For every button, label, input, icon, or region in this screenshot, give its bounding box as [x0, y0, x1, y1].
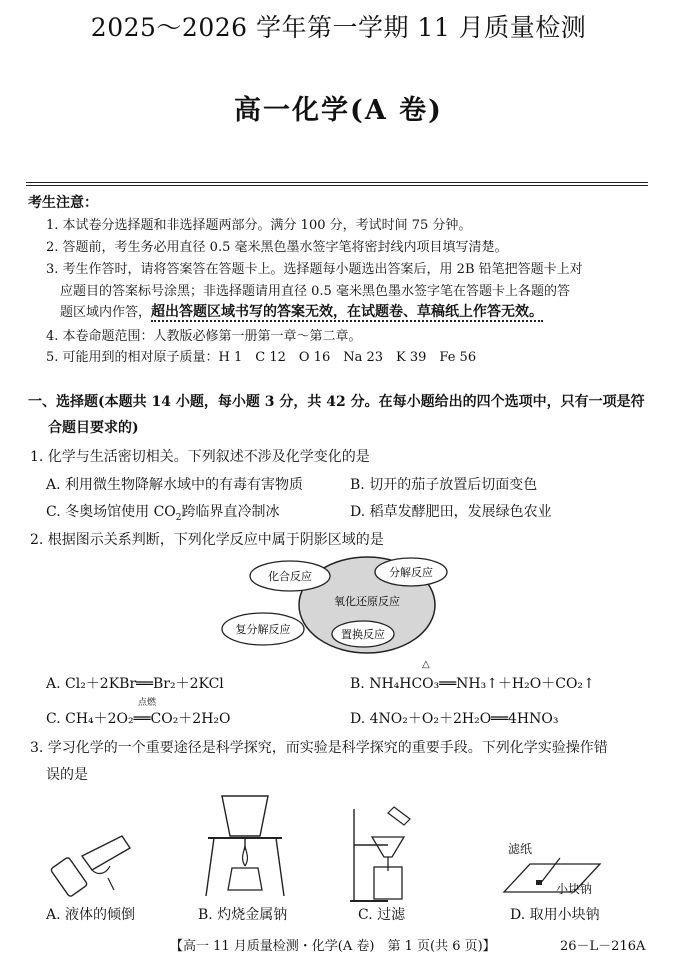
q2-option-a: A. Cl₂＋2KBr══Br₂＋2KCl	[46, 676, 224, 692]
q1-option-c-pre: C. 冬奥场馆使用 CO	[46, 504, 176, 520]
hand-outline	[92, 866, 110, 873]
reagent-bottle	[82, 836, 130, 870]
q2-option-d: D. 4NO₂＋O₂＋2H₂O══4HNO₃	[350, 711, 559, 727]
divider-bottom	[26, 185, 648, 186]
q3-option-a: A. 液体的倾倒	[46, 907, 136, 923]
divider-top	[26, 182, 648, 183]
sodium-piece	[536, 880, 542, 885]
notice-heading: 考生注意：	[28, 195, 98, 211]
notice-item-2: 2. 答题前，考生务必用直径 0.5 毫米黑色墨水签字笔将密封线内项目填写清楚。	[46, 240, 508, 255]
q3-option-d: D. 取用小块钠	[510, 907, 600, 923]
section-heading-cont: 合题目要求的)	[48, 420, 139, 436]
notice-item-3-cont: 应题目的答案标号涂黑；非选择题请用直径 0.5 毫米黑色墨水签字笔在答题卡上各题的答	[60, 284, 570, 299]
notice-emphasis: 超出答题区域书写的答案无效，在试题卷、草稿纸上作答无效。	[151, 304, 544, 320]
q3-option-b: B. 灼烧金属钠	[198, 907, 288, 923]
notice-item-4: 4. 本卷命题范围：人教版必修第一册第一章～第二章。	[46, 329, 362, 344]
notice-item-3: 3. 考生作答时，请将答案答在答题卡上。选择题每小题选出答案后，用 2B 铅笔把答题卡上对	[46, 262, 583, 277]
q2-option-b-condition: △	[422, 659, 430, 670]
notice-item-3-cont2	[60, 301, 543, 321]
q1-stem: 1. 化学与生活密切相关。下列叙述不涉及化学变化的是	[30, 449, 370, 465]
exam-title: 2025～2026 学年第一学期 11 月质量检测	[90, 13, 587, 42]
exam-subtitle: 高一化学(A 卷)	[234, 95, 443, 126]
alcohol-lamp	[228, 868, 262, 890]
notice-item-3-tail: 题区域内作答，	[60, 305, 152, 320]
funnel	[372, 837, 404, 857]
label-combination: 化合反应	[268, 570, 312, 583]
q1-option-c-sub: 2	[175, 512, 182, 523]
q1-option-a: A. 利用微生物降解水域中的有毒有害物质	[46, 477, 304, 493]
q2-option-c-condition: 点燃	[138, 698, 157, 708]
q3-stem-cont: 误的是	[46, 767, 88, 783]
q1-option-c	[46, 501, 280, 523]
burning-sodium-illustration	[200, 790, 290, 902]
label-filter-paper: 滤纸	[508, 842, 533, 856]
beaker	[374, 867, 402, 899]
footer-code: 26－L－216A	[560, 939, 646, 954]
label-displacement: 置换反应	[341, 628, 385, 641]
q1-option-c-post: 跨临界直冷制冰	[181, 504, 280, 520]
label-small-sodium: 小块钠	[556, 882, 593, 896]
crucible	[222, 796, 268, 836]
reaction-venn-diagram	[215, 553, 475, 663]
notice-item-5: 5. 可能用到的相对原子质量：H 1 C 12 O 16 Na 23 K 39 Fe 56	[46, 350, 477, 365]
section-heading: 一、选择题(本题共 14 小题，每小题 3 分，共 42 分。在每小题给出的四个选项中，只有一项是符	[28, 394, 645, 410]
q1-option-d: D. 稻草发酵肥田，发展绿色农业	[350, 504, 552, 520]
q2-option-b: B. NH₄HCO₃══NH₃↑＋H₂O＋CO₂↑	[350, 676, 595, 692]
test-tube	[50, 857, 88, 897]
notice-item-1: 1. 本试卷分选择题和非选择题两部分。满分 100 分，考试时间 75 分钟。	[46, 218, 472, 233]
footer-page-info: 【高一 11 月质量检测・化学(A 卷) 第 1 页(共 6 页)】	[170, 939, 496, 954]
q2-option-c: C. CH₄＋2O₂══CO₂＋2H₂O	[46, 711, 231, 727]
label-double-decomposition: 复分解反应	[235, 623, 291, 636]
glass-rod-beaker	[388, 807, 410, 825]
q2-stem: 2. 根据图示关系判断，下列化学反应中属于阴影区域的是	[30, 532, 384, 548]
small-sodium-illustration	[500, 852, 610, 902]
label-redox: 氧化还原反应	[334, 595, 400, 608]
filtration-illustration	[348, 805, 418, 903]
q3-option-c: C. 过滤	[358, 907, 406, 923]
q3-stem: 3. 学习化学的一个重要途径是科学探究，而实验是科学探究的重要手段。下列化学实验操作错	[30, 740, 608, 756]
label-decomposition: 分解反应	[389, 566, 433, 579]
pouring-liquid-illustration	[48, 830, 138, 900]
q1-option-b: B. 切开的茄子放置后切面变色	[350, 477, 538, 493]
bottle-cap	[108, 878, 114, 890]
